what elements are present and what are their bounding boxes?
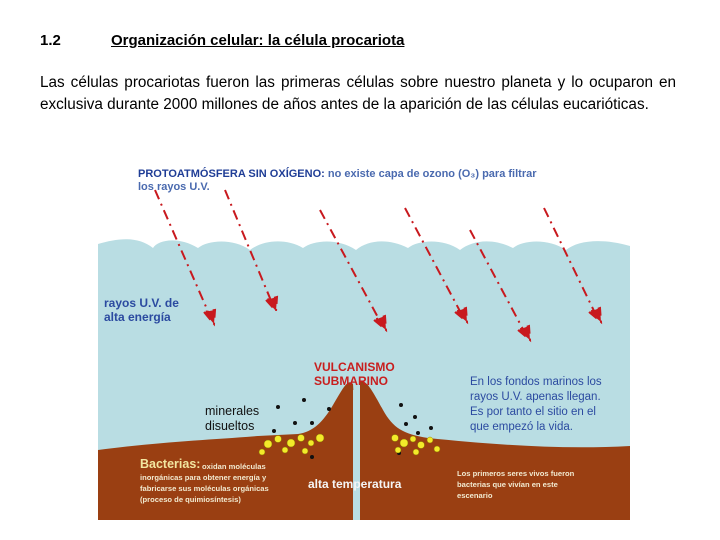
bacterias-title: Bacterias: — [140, 457, 201, 471]
section-title: Organización celular: la célula procariota — [111, 32, 405, 49]
first-life-line3: escenario — [457, 491, 493, 500]
bacterias-line4: (proceso de quimiosíntesis) — [140, 495, 241, 504]
uv-rays-label — [104, 296, 179, 324]
first-life-line2: bacterias que vivían en este — [457, 480, 558, 489]
protoatmosphere-rest: no existe capa de ozono (O₃) para filtrar — [324, 168, 537, 180]
vulcanismo-label — [314, 360, 395, 388]
vulcanismo-line1: VULCANISMO — [314, 360, 395, 374]
early-earth-diagram — [98, 160, 630, 520]
protoatmosphere-highlight: PROTOATMÓSFERA SIN OXÍGENO: — [138, 168, 325, 180]
first-life-line1: Los primeros seres vivos fueron — [457, 469, 575, 478]
seafloor-note — [470, 375, 602, 435]
uv-rays-label-line2: alta energía — [104, 310, 171, 324]
minerales-line1: minerales — [205, 404, 260, 418]
minerales-line2: disueltos — [205, 419, 255, 433]
vulcanismo-line2: SUBMARINO — [314, 374, 388, 388]
seafloor-note-line1: En los fondos marinos los — [470, 376, 602, 388]
bacterias-line2: inorgánicas para obtener energía y — [140, 473, 267, 482]
seafloor-note-line4: que empezó la vida. — [470, 421, 573, 433]
protoatmosphere-line2: los rayos U.V. — [138, 180, 210, 193]
seafloor-note-line3: Es por tanto el sitio en el — [470, 406, 596, 418]
minerales-label — [205, 404, 259, 434]
bacterias-line3: fabricarse sus moléculas orgánicas — [140, 484, 269, 493]
intro-paragraph: Las células procariotas fueron las primeras células sobre nuestro planeta y lo ocuparon en exclusiva durante 2000 millones de años antes de la aparición de las células eucarióticas. — [40, 74, 676, 113]
alta-temperatura-label: alta temperatura — [308, 477, 402, 491]
bacterias-line1: oxidan moléculas — [202, 462, 266, 471]
first-life-note — [457, 468, 627, 501]
section-number: 1.2 — [40, 32, 61, 49]
protoatmosphere-label — [138, 168, 537, 193]
uv-rays-label-line1: rayos U.V. de — [104, 296, 179, 310]
seafloor-note-line2: rayos U.V. apenas llegan. — [470, 391, 601, 403]
